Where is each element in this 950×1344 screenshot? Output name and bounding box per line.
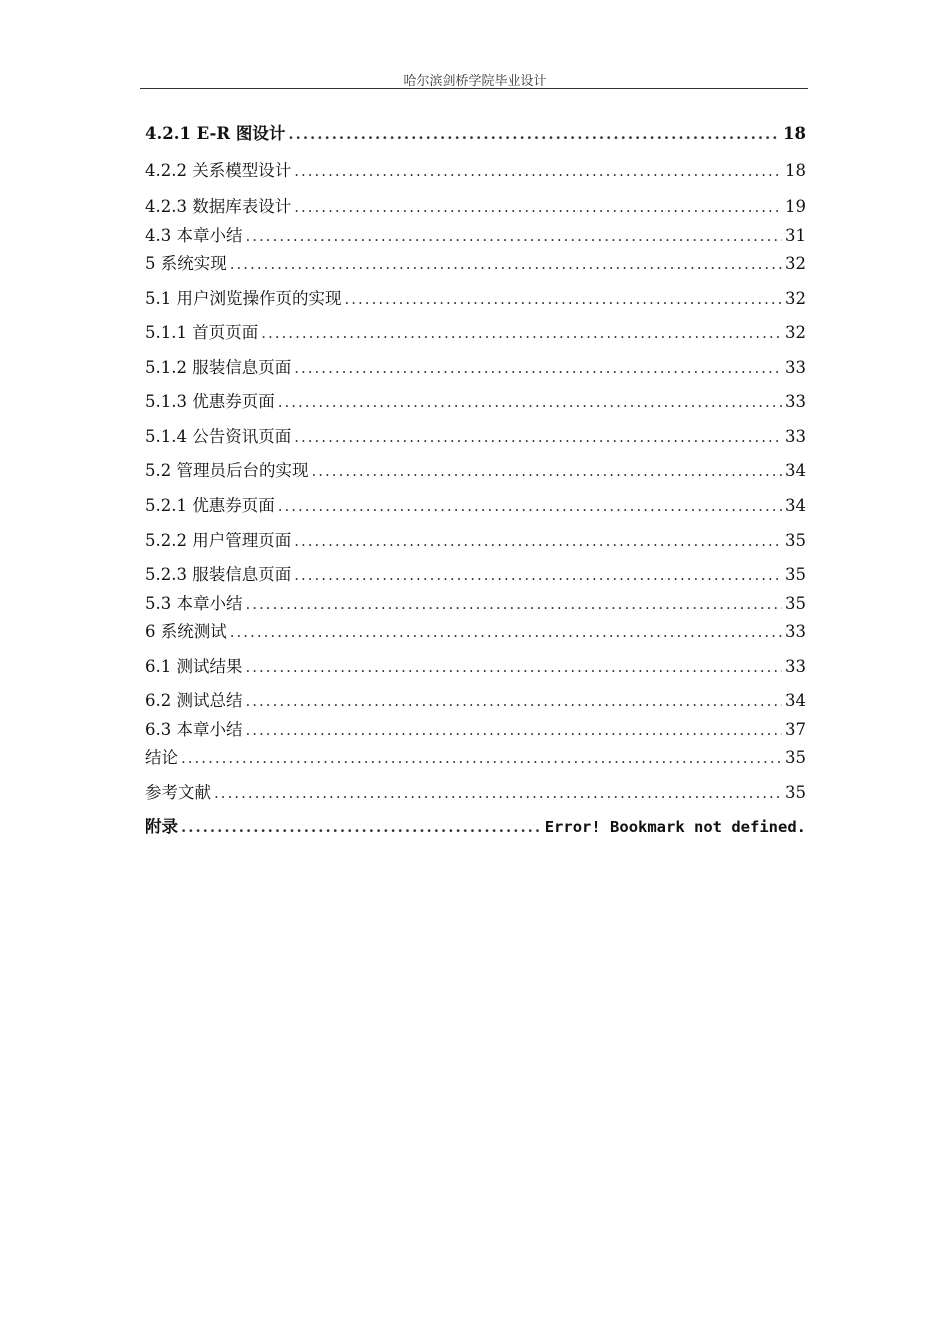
toc-entry-page: 32 (785, 323, 806, 342)
toc-entry[interactable] (145, 459, 806, 483)
toc-entry[interactable] (145, 356, 806, 380)
toc-entry[interactable] (145, 425, 806, 449)
toc-entry-label: 6 系统测试 (145, 622, 227, 641)
toc-entry-page: 33 (785, 427, 806, 446)
toc-entry-label: 4.2.1 E-R 图设计 (145, 124, 286, 143)
toc-entry[interactable] (145, 321, 806, 345)
toc-leader-dots (345, 287, 783, 311)
toc-entry-page: 19 (785, 197, 806, 216)
toc-entry-page: 37 (785, 720, 806, 739)
toc-leader-dots (246, 718, 783, 742)
toc-entry-page: 33 (785, 657, 806, 676)
toc-leader-dots (261, 321, 782, 345)
toc-entry-page: 34 (785, 461, 806, 480)
toc-entry-page: 35 (785, 565, 806, 584)
toc-entry[interactable] (145, 781, 806, 805)
toc-entry[interactable] (145, 620, 806, 644)
toc-leader-dots (294, 529, 782, 553)
toc-entry[interactable] (145, 718, 806, 742)
toc-entry-page: 33 (785, 392, 806, 411)
toc-leader-dots (294, 356, 782, 380)
toc-entry-label: 5.1.1 首页页面 (145, 323, 259, 342)
toc-entry-label: 5.1 用户浏览操作页的实现 (145, 289, 342, 308)
toc-entry[interactable] (145, 655, 806, 679)
toc-leader-dots (246, 592, 783, 616)
toc-entry[interactable] (145, 287, 806, 311)
toc-entry-label: 5.2.3 服装信息页面 (145, 565, 292, 584)
toc-leader-dots (312, 459, 783, 483)
toc-entry-label: 4.2.3 数据库表设计 (145, 197, 292, 216)
toc-entry[interactable] (145, 815, 806, 839)
toc-entry-page: 35 (785, 748, 806, 767)
toc-leader-dots (278, 494, 782, 518)
toc-entry-label: 5.2.1 优惠券页面 (145, 496, 275, 515)
toc-entry-page: 18 (783, 124, 806, 143)
toc-entry[interactable] (145, 563, 806, 587)
page-header: 哈尔滨剑桥学院毕业设计 (403, 74, 547, 89)
toc-entry[interactable] (145, 224, 806, 248)
toc-entry-page: 32 (785, 254, 806, 273)
toc-entry-page: 33 (785, 358, 806, 377)
toc-entry-page: Error! Bookmark not defined. (544, 818, 806, 836)
toc-leader-dots (181, 815, 542, 839)
toc-leader-dots (230, 620, 782, 644)
toc-leader-dots (294, 425, 782, 449)
toc-entry-page: 34 (785, 691, 806, 710)
toc-entry[interactable] (145, 390, 806, 414)
toc-leader-dots (246, 224, 783, 248)
toc-entry-page: 35 (785, 531, 806, 550)
toc-entry[interactable] (145, 689, 806, 713)
header-rule (140, 88, 808, 89)
toc-entry[interactable] (145, 529, 806, 553)
toc-leader-dots (181, 746, 782, 770)
toc-entry[interactable] (145, 159, 806, 183)
toc-entry-page: 32 (785, 289, 806, 308)
toc-entry-label: 附录 (145, 817, 178, 836)
toc-leader-dots (294, 159, 782, 183)
toc-leader-dots (294, 195, 782, 219)
toc-entry-label: 5.1.4 公告资讯页面 (145, 427, 292, 446)
toc-leader-dots (278, 390, 782, 414)
toc-leader-dots (214, 781, 782, 805)
toc-entry-label: 6.1 测试结果 (145, 657, 243, 676)
toc-entry-label: 4.3 本章小结 (145, 226, 243, 245)
toc-entry-page: 33 (785, 622, 806, 641)
toc-entry-page: 31 (785, 226, 806, 245)
toc-entry-label: 5.1.3 优惠券页面 (145, 392, 275, 411)
toc-entry-label: 5.3 本章小结 (145, 594, 243, 613)
toc-entry-label: 5 系统实现 (145, 254, 227, 273)
toc-entry-label: 6.2 测试总结 (145, 691, 243, 710)
toc-entry-label: 5.1.2 服装信息页面 (145, 358, 292, 377)
toc-entry[interactable] (145, 122, 806, 146)
toc-entry-label: 参考文献 (145, 783, 211, 802)
toc-entry[interactable] (145, 494, 806, 518)
toc-entry-label: 6.3 本章小结 (145, 720, 243, 739)
toc-entry[interactable] (145, 746, 806, 770)
toc-entry-page: 18 (785, 161, 806, 180)
toc-entry[interactable] (145, 252, 806, 276)
toc-entry-label: 结论 (145, 748, 178, 767)
toc-leader-dots (288, 122, 780, 146)
toc-leader-dots (246, 655, 783, 679)
toc-entry-label: 5.2 管理员后台的实现 (145, 461, 309, 480)
toc-leader-dots (294, 563, 782, 587)
toc-entry-page: 34 (785, 496, 806, 515)
toc-entry-page: 35 (785, 783, 806, 802)
toc-entry-label: 4.2.2 关系模型设计 (145, 161, 292, 180)
toc-leader-dots (246, 689, 783, 713)
toc-entry-page: 35 (785, 594, 806, 613)
toc-entry[interactable] (145, 195, 806, 219)
toc-leader-dots (230, 252, 782, 276)
toc-entry[interactable] (145, 592, 806, 616)
toc-entry-label: 5.2.2 用户管理页面 (145, 531, 292, 550)
